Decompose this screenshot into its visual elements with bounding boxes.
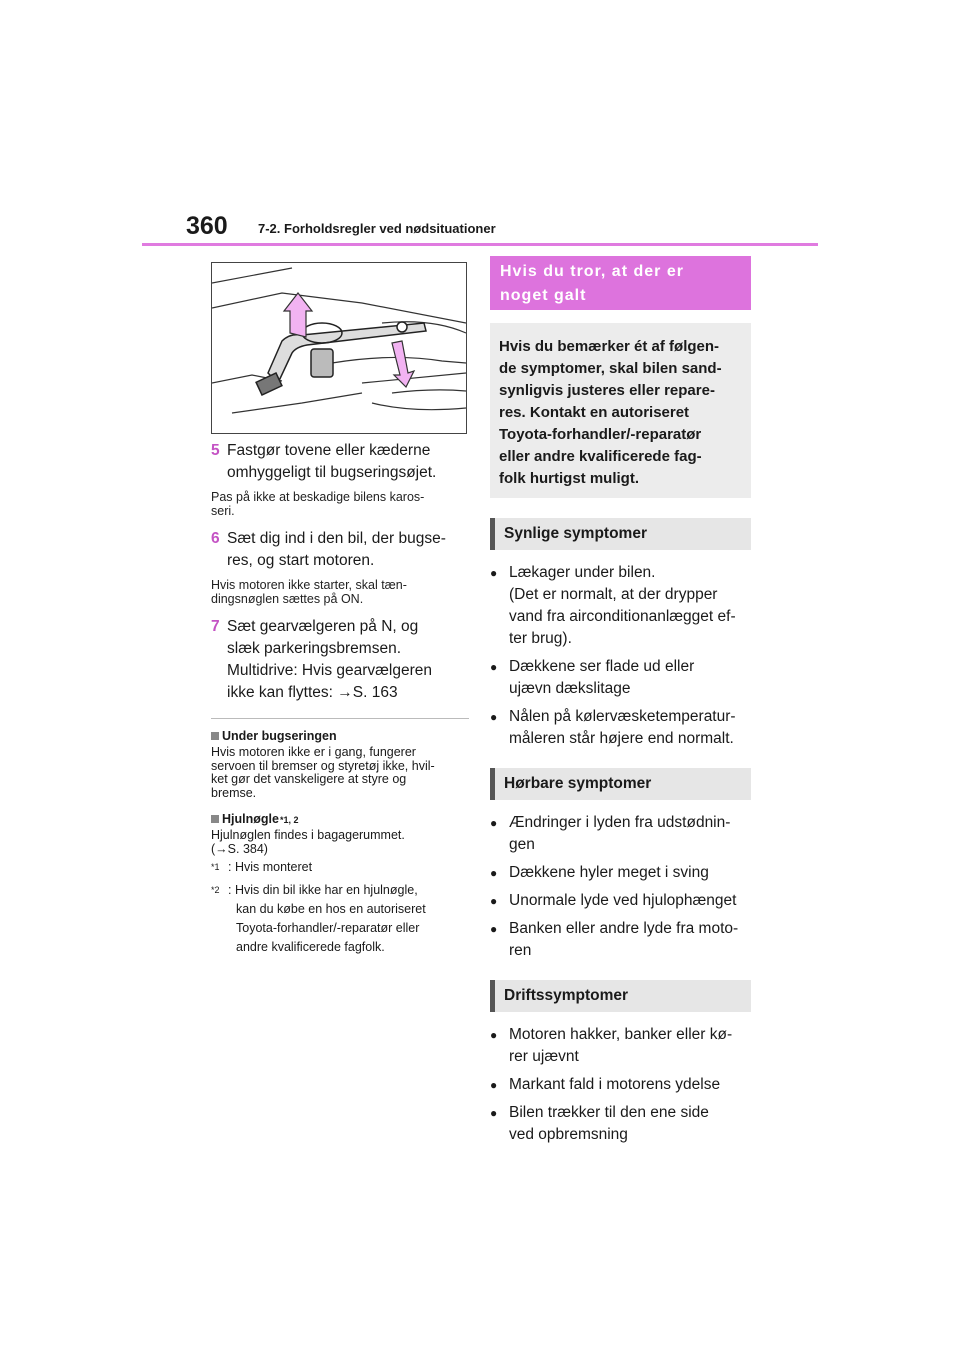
heading-text: Hjulnøgle [222,812,279,826]
list-item [490,918,751,962]
item-line: Unormale lyde ved hjulophænget [509,892,737,909]
list-item [490,1102,751,1146]
bullet-icon [490,1102,509,1146]
list-item [490,890,751,912]
tow-eye-wrench-illustration-icon [212,263,466,433]
step-7 [211,616,469,704]
text-line: bremse. [211,785,257,800]
item-line: Dækkene ser flade ud eller [509,658,695,675]
step-text: res, og start motoren. [227,552,375,569]
under-towing-heading [211,729,469,743]
wheel-wrench-text [211,829,469,856]
item-line: vand fra airconditionanlægget ef- [509,608,736,625]
tow-eye-illustration [211,262,467,434]
text-line: ket gør det vanskeligere at styre og [211,772,407,786]
step-text: slæk parkeringsbremsen. [227,640,402,657]
warning-line: de symptomer, skal bilen sand- [499,360,722,377]
item-line: Lækager under bilen. [509,564,656,581]
list-item [490,812,751,856]
warning-line: synligvis justeres eller repare- [499,382,715,399]
warning-line: res. Kontakt en autoriseret [499,404,690,421]
item-line: ujævn dækslitage [509,680,631,697]
footnote-2 [211,881,469,957]
list-item [490,562,751,650]
footnote-mark: *2 [211,885,220,896]
bullet-icon [490,1024,509,1068]
wheel-wrench-heading [211,812,469,826]
note-line: Hvis motoren ikke starter, skal tæn- [211,578,407,592]
warning-line: Hvis du bemærker ét af følgen- [499,338,720,355]
audible-symptoms-heading: Hørbare symptomer [490,768,751,800]
item-line: måleren står højere end normalt. [509,730,734,747]
text-line: Hvis motoren ikke er i gang, fungerer [211,745,416,759]
footnote-mark: *1 [211,862,220,872]
list-item [490,656,751,700]
footnote-text: : Hvis monteret [228,860,313,874]
page-number: 360 [186,212,228,240]
step-text: omhyggeligt til bugseringsøjet. [227,464,437,481]
banner-line: noget galt [500,287,587,304]
footnote-text: Toyota-forhandler/-reparatør eller [236,921,420,936]
step-6 [211,528,469,572]
step-number: 6 [211,530,220,547]
list-item [490,1024,751,1068]
bullet-icon [490,706,509,750]
page-reference-link[interactable]: (→S. 384) [211,841,268,856]
step-number: 5 [211,442,220,459]
under-towing-text [211,746,469,800]
footnote-text: : Hvis din bil ikke har en hjulnøgle, [228,883,418,898]
step-number: 7 [211,618,220,635]
left-column [211,440,469,957]
driving-symptoms-list [490,1024,751,1146]
section-divider [211,718,469,719]
right-column [490,256,751,1152]
warning-line: eller andre kvalificerede fag- [499,448,702,465]
item-line: Banken eller andre lyde fra moto- [509,920,739,937]
warning-line: Toyota-forhandler/-reparatør [499,426,702,443]
audible-symptoms-list [490,812,751,962]
item-line: ved opbremsning [509,1126,628,1143]
item-line: ren [509,942,532,959]
driving-symptoms-heading: Driftssymptomer [490,980,751,1012]
bullet-icon [490,890,509,912]
heading-text: Under bugseringen [222,729,337,743]
square-bullet-icon [211,732,219,740]
bullet-icon [490,862,509,884]
visible-symptoms-list [490,562,751,750]
item-line: Nålen på kølervæsketemperatur- [509,708,736,725]
step-text: Sæt gearvælgeren på N, og [227,618,419,635]
step-5-note [211,491,469,518]
item-line: Bilen trækker til den ene side [509,1104,709,1121]
bullet-icon [490,812,509,856]
note-line: dingsnøglen sættes på ON. [211,591,364,606]
step-text: Multidrive: Hvis gearvælgeren [227,662,433,679]
bullet-icon [490,1074,509,1096]
step-5 [211,440,469,484]
item-line: rer ujævnt [509,1048,579,1065]
text-line: servoen til bremser og styretøj ikke, hvil- [211,758,435,773]
list-item [490,1074,751,1096]
visible-symptoms-heading: Synlige symptomer [490,518,751,550]
footnote-1 [211,858,469,881]
list-item [490,706,751,750]
step-text: ikke kan flyttes: →S. 163 [227,684,398,701]
header-rule [142,243,818,246]
item-line: Ændringer i lyden fra udstødnin- [509,814,731,831]
note-line: Pas på ikke at beskadige bilens karos- [211,490,425,504]
step-6-note [211,579,469,606]
item-line: (Det er normalt, at der drypper [509,586,718,603]
item-line: Motoren hakker, banker eller kø- [509,1026,733,1043]
warning-line: folk hurtigst muligt. [499,470,639,487]
bullet-icon [490,656,509,700]
bullet-icon [490,562,509,650]
warning-banner [490,256,751,310]
item-line: ter brug). [509,630,572,647]
item-line: Dækkene hyler meget i sving [509,864,709,881]
step-text: Fastgør tovene eller kæderne [227,442,431,459]
square-bullet-icon [211,815,219,823]
warning-box [490,323,751,498]
footnote-text: kan du købe en hos en autoriseret [236,902,426,917]
bullet-icon [490,918,509,962]
footnote-ref: *1, 2 [279,815,299,825]
text-line: Hjulnøglen findes i bagagerummet. [211,828,405,842]
note-line: seri. [211,503,235,518]
list-item [490,862,751,884]
banner-line: Hvis du tror, at der er [500,263,684,280]
step-text: Sæt dig ind i den bil, der bugse- [227,530,446,547]
footnote-text: andre kvalificerede fagfolk. [236,940,385,955]
item-line: gen [509,836,535,853]
chapter-title: 7-2. Forholdsregler ved nødsituationer [258,221,496,236]
item-line: Markant fald i motorens ydelse [509,1076,721,1093]
